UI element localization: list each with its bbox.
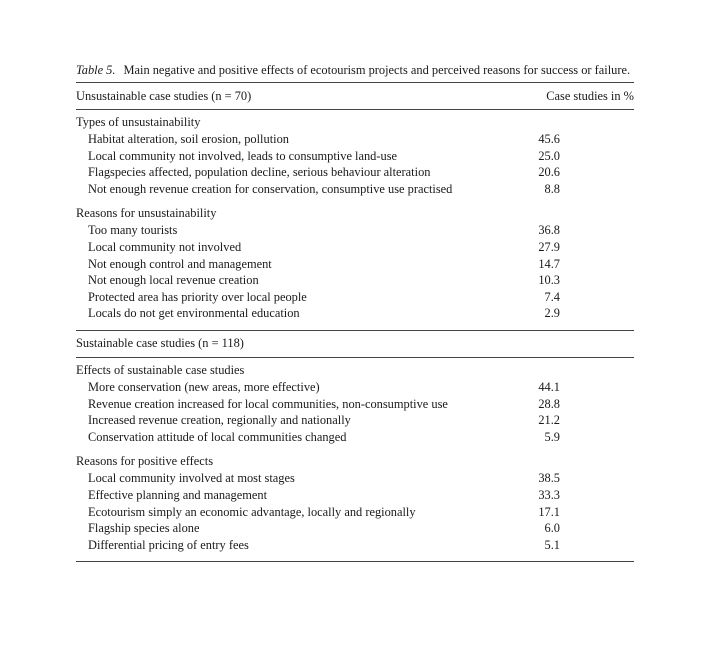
row-label: Local community involved at most stages	[88, 471, 295, 486]
row-value: 38.5	[538, 471, 560, 486]
column-header-percent: Case studies in %	[546, 88, 634, 103]
table-row	[76, 289, 634, 306]
row-value: 33.3	[538, 487, 560, 502]
row-label: Differential pricing of entry fees	[88, 537, 249, 552]
row-label: Local community not involved	[88, 239, 242, 254]
table-row	[76, 222, 634, 239]
row-value: 2.9	[544, 306, 560, 321]
unsustainable-body	[76, 114, 634, 330]
table-row	[76, 148, 634, 165]
row-label: Revenue creation increased for local communities, non-consumptive use	[88, 396, 448, 411]
table-row	[76, 305, 634, 322]
row-value: 36.8	[538, 223, 560, 238]
row-label: Flagship species alone	[88, 521, 200, 536]
row-value: 10.3	[538, 273, 560, 288]
table-row	[76, 504, 634, 521]
row-label: Not enough revenue creation for conservation, consumptive use practised	[88, 181, 453, 196]
row-label: Local community not involved, leads to consumptive land-use	[88, 148, 398, 163]
sustainable-header: Sustainable case studies (n = 118)	[76, 336, 244, 351]
table-row	[76, 396, 634, 413]
table-row	[76, 272, 634, 289]
row-value: 14.7	[538, 256, 560, 271]
sustainable-body	[76, 362, 634, 561]
row-label: Habitat alteration, soil erosion, pollution	[88, 132, 289, 146]
row-label: More conservation (new areas, more effective)	[88, 379, 320, 394]
row-label: Not enough local revenue creation	[88, 273, 259, 288]
group-title: Effects of sustainable case studies	[76, 362, 245, 377]
caption-text: Main negative and positive effects of ecotourism projects and perceived reasons for success or failure.	[123, 63, 631, 77]
group-title: Reasons for positive effects	[76, 454, 214, 469]
row-value: 44.1	[538, 379, 560, 394]
row-label: Locals do not get environmental education	[88, 306, 300, 321]
row-label: Flagspecies affected, population decline, serious behaviour alteration	[88, 165, 431, 180]
unsustainable-header-row	[76, 83, 634, 109]
table-row	[76, 181, 634, 198]
table-row	[76, 239, 634, 256]
table-row	[76, 487, 634, 504]
group-title: Reasons for unsustainability	[76, 206, 217, 221]
table-row	[76, 429, 634, 446]
row-value: 27.9	[538, 239, 560, 254]
row-label: Increased revenue creation, regionally and nationally	[88, 413, 351, 428]
row-value: 28.8	[538, 396, 560, 411]
table-5	[76, 62, 634, 562]
table-caption	[76, 62, 634, 78]
table-row	[76, 470, 634, 487]
row-value: 5.1	[544, 537, 560, 552]
bottom-rule	[76, 561, 634, 562]
table-row	[76, 537, 634, 554]
row-label: Too many tourists	[88, 223, 178, 238]
group-title: Types of unsustainability	[76, 115, 201, 129]
row-label: Protected area has priority over local people	[88, 289, 307, 304]
caption-label: Table 5.	[76, 63, 116, 77]
row-value: 25.0	[538, 148, 560, 163]
table-row	[76, 379, 634, 396]
row-value: 8.8	[544, 181, 560, 196]
table-row	[76, 520, 634, 537]
row-value: 21.2	[538, 413, 560, 428]
table-row	[76, 164, 634, 181]
row-value: 7.4	[544, 289, 560, 304]
row-label: Conservation attitude of local communities changed	[88, 429, 347, 444]
table-row	[76, 131, 634, 148]
row-value: 5.9	[544, 429, 560, 444]
unsustainable-header: Unsustainable case studies (n = 70)	[76, 88, 252, 103]
row-value: 6.0	[544, 521, 560, 536]
sustainable-header-row	[76, 331, 634, 357]
table-row	[76, 412, 634, 429]
row-label: Ecotourism simply an economic advantage, locally and regionally	[88, 504, 416, 519]
row-label: Not enough control and management	[88, 256, 272, 271]
row-label: Effective planning and management	[88, 487, 268, 502]
row-value: 17.1	[538, 504, 560, 519]
row-value: 45.6	[538, 132, 560, 146]
table-row	[76, 256, 634, 273]
row-value: 20.6	[538, 165, 560, 180]
